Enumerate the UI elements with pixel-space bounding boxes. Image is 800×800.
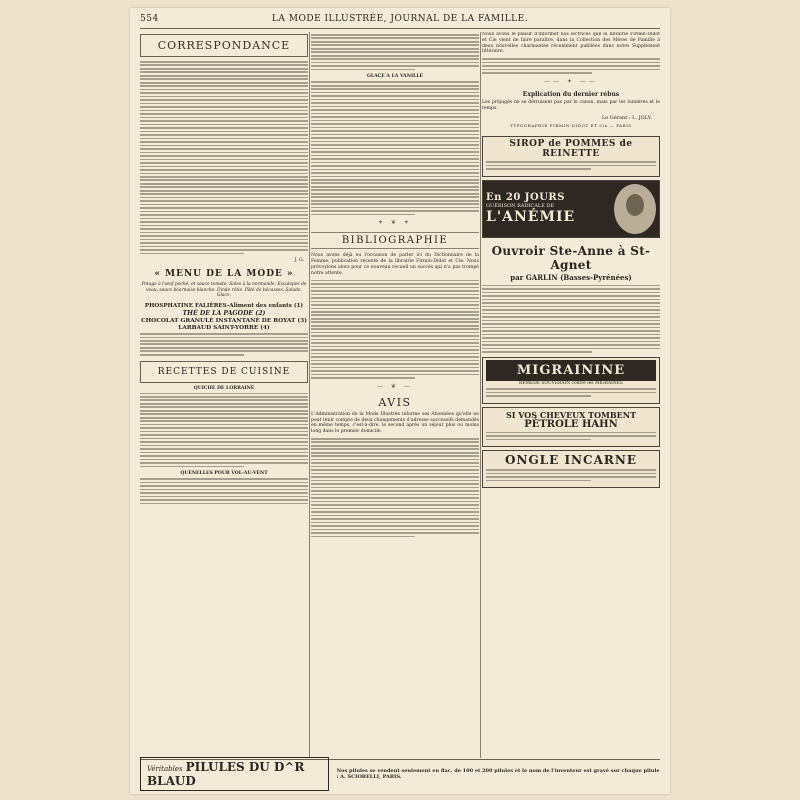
menu-ad-the-pagode: THÉ DE LA PAGODE (2) xyxy=(182,310,266,318)
ad-anemie-days: En 20 JOURS xyxy=(486,192,565,204)
menu-items: Potage à l'œuf poché, et sauce tomate. Soles à la normande. Escalopes de veau, sauce béarnaise blanche. Dinde rôtie. Pâté de bécasses. Salade. Glace. xyxy=(141,282,307,299)
ad-ongle-body xyxy=(486,469,656,481)
ad-ouvroir-sub: par GARLIN (Basses-Pyrénées) xyxy=(510,272,632,282)
portrait-image xyxy=(614,184,656,234)
recipe-quiche-title: QUICHE DE LORRAINE xyxy=(193,385,255,391)
menu-footnotes xyxy=(140,333,308,356)
avis-intro: L'Administration de la Mode Illustrée informe ses Abonnées qu'elle ne peut tenir compte de deux changements d'adresse successifs demandés en même temps, c'est-à-dire, le second après un séjour plus ou moins long dans le premier domicile. xyxy=(311,411,479,435)
page-header xyxy=(140,14,660,28)
avis-heading: AVIS xyxy=(378,395,412,409)
newspaper-page xyxy=(130,8,670,794)
menu-ad-chocolat: CHOCOLAT GRANULÉ INSTANTANÉ DE ROYAT (3) xyxy=(141,318,307,325)
librairie-notice-body xyxy=(482,58,660,74)
ornament-divider: ✦ ❦ ✦ xyxy=(378,219,412,227)
ad-migrainine xyxy=(482,357,660,404)
menu-heading: « MENU DE LA MODE » xyxy=(154,269,294,280)
recipe-quiche-body xyxy=(140,393,308,468)
footer-brand-prefix: Véritables xyxy=(147,765,183,773)
avis-body xyxy=(311,438,479,537)
ad-petrole-hahn xyxy=(482,407,660,448)
ornament-divider-3: —— ✦ —— xyxy=(544,77,598,85)
bibliographie-heading: BIBLIOGRAPHIE xyxy=(311,232,479,249)
rebus-heading: Explication du dernier rébus xyxy=(522,90,620,98)
footer-brand xyxy=(140,757,329,791)
ad-migrainine-body xyxy=(486,388,656,397)
footer-ad xyxy=(140,759,660,788)
ad-hahn-line2: PÉTROLE HAHN xyxy=(524,418,618,430)
column-1 xyxy=(140,32,308,758)
menu-ad-phosphatine: PHOSPHATINE FALIÈRES-Aliment des enfants (1) xyxy=(144,303,304,310)
page-number: 554 xyxy=(140,14,159,24)
correspondance-body xyxy=(140,61,308,254)
continued-text xyxy=(311,34,479,70)
footer-note: Nos pilules se vendent seulement en flac. de 100 et 200 pilules et le nom de l'inventeur est gravé sur chaque pilule : A. SCIORELLI, PARIS. xyxy=(336,767,660,780)
column-3 xyxy=(482,32,660,758)
column-divider xyxy=(480,32,481,758)
ad-hahn-body xyxy=(486,432,656,441)
rebus-text: Les préjugés ne se détruisent pas par le canon, mais par les lumières et le temps. xyxy=(482,99,660,111)
recipe-quenelles-body xyxy=(140,478,308,504)
ad-ouvroir-body xyxy=(482,285,660,353)
column-divider xyxy=(309,32,310,758)
menu-ad-larbaud: LARBAUD SAINT-YORRE (4) xyxy=(178,325,270,332)
recipe-quenelles-title: QUENELLES POUR VOL-AU-VENT xyxy=(180,471,268,477)
ad-anemie-title: L'ANÉMIE xyxy=(486,209,576,226)
ad-sirop-pommes xyxy=(482,136,660,177)
bibliographie-intro: Nous avons déjà eu l'occasion de parler ici du Dictionnaire de la Femme, publication récente de la librairie Firmin-Didot et Cie. Nous prévoyions alors pour ce nouveau recueil un succès qui n'a pas trompé notre attente. xyxy=(311,253,479,276)
typography-credit: TYPOGRAPHIE FIRMIN-DIDOT ET Cie — PARIS xyxy=(510,123,632,129)
ad-ongle-title: ONGLE INCARNE xyxy=(505,453,637,468)
ad-ongle-incarne xyxy=(482,450,660,488)
correspondance-heading: CORRESPONDANCE xyxy=(140,34,308,57)
ad-ouvroir-title: Ouvroir Ste-Anne à St-Agnet xyxy=(491,243,651,272)
ad-sirop-title: SIROP de POMMES de REINETTE xyxy=(509,139,633,160)
column-2 xyxy=(311,32,479,758)
glace-vanille-body xyxy=(311,81,479,215)
ad-anemie-sub: GUÉRISON RADICALE DE xyxy=(486,203,555,210)
page-title: LA MODE ILLUSTRÉE, JOURNAL DE LA FAMILLE. xyxy=(271,14,529,24)
recettes-heading: RECETTES DE CUISINE xyxy=(140,361,308,383)
ad-migrainine-title: MIGRAININE xyxy=(486,360,656,381)
librairie-notice: Nous avons le plaisir d'informer nos lectrices que la librairie Firmin-Didot et Cie vient de faire paraître, dans la Collection des Mères de Famille à deux nouvelles charmantes récemment publiées dans notre Supplément littéraire. xyxy=(482,32,660,55)
header-rule xyxy=(140,28,660,29)
footer-brand-name: PILULES DU D^R BLAUD xyxy=(147,760,305,788)
ad-hahn-line1: SI VOS CHEVEUX TOMBENT xyxy=(505,409,637,420)
bibliographie-body xyxy=(311,280,479,379)
ad-migrainine-sub: REMÈDE SOUVERAIN contre les MIGRAINES xyxy=(519,380,623,386)
ornament-divider-2: — ❦ — xyxy=(377,382,413,390)
glace-vanille-title: GLACE A LA VANILLE xyxy=(366,74,424,80)
ad-anemie xyxy=(482,180,660,238)
gerant-signature: Le Gérant : L. JOLY. xyxy=(601,115,652,122)
correspondance-signature: J. G. xyxy=(294,258,304,264)
ad-sirop-body xyxy=(486,161,656,170)
